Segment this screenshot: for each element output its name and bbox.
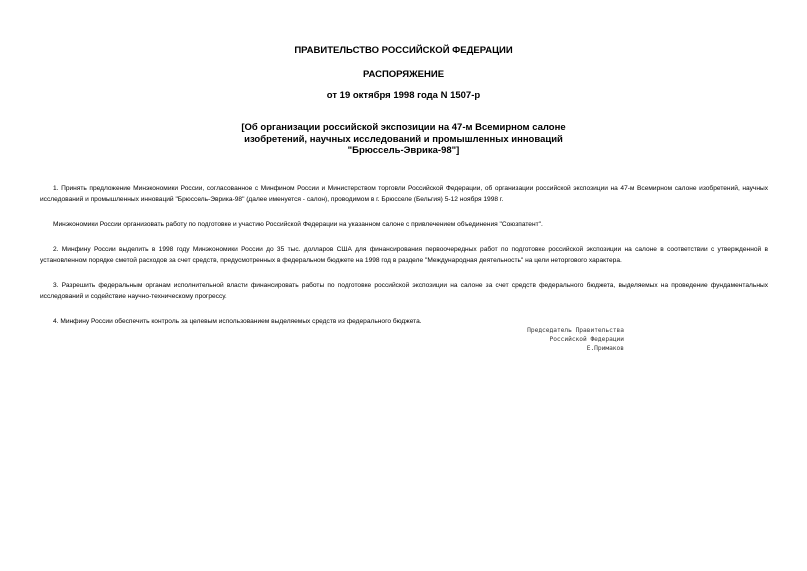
paragraph-1-addendum: Минэкономики России организовать работу по подготовке и участию Российской Федерации на указанном салоне с привлечением объединения "Союзпатент". [53, 221, 543, 228]
document-title [0, 122, 807, 157]
document-date-number: от 19 октября 1998 года N 1507-р [326, 90, 481, 101]
document-type-heading: РАСПОРЯЖЕНИЕ [362, 69, 445, 80]
signature-name: Е.Примаков [586, 344, 624, 352]
signature-block [527, 327, 624, 353]
paragraph-4: 4. Минфину России обеспечить контроль за целевым использованием выделяемых средств из федерального бюджета. [53, 318, 422, 325]
document-title-line: изобретений, научных исследований и промышленных инноваций [244, 133, 563, 145]
signature-position: Председатель Правительства [527, 327, 624, 334]
document-title-line: "Брюссель-Эврика-98"] [347, 145, 460, 156]
paragraph-3: 3. Разрешить федеральным органам исполнительной власти финансировать работы по подготовке российской экспозиции на салоне за счет средств федерального бюджета, выделяемых на проведение фундаментальных исследований и содействие научно-техническому прогрессу. [40, 282, 768, 300]
document-title-line: [Об организации российской экспозиции на 47-м Всемирном салоне [241, 122, 566, 133]
paragraph-1: 1. Принять предложение Минэкономики России, согласованное с Минфином России и Министерством торговли Российской Федерации, об организации российской экспозиции на 47-м Всемирном салоне изобретений, научных исследований и промышленных инноваций "Брюссель-Эврика-98" (далее именуется - салон), проводимом в г. Брюсселе (Бельгия) 5-12 ноября 1998 г. [40, 185, 768, 203]
paragraph-2: 2. Минфину России выделить в 1998 году Минэкономики России до 35 тыс. долларов США для финансирования первоочередных работ по подготовке российской экспозиции на салоне в соответствии с утвержденной в установленном порядке сметой расходов за счет средств, предусмотренных в федеральном бюджете на 1998 год в разделе "Международная деятельность" на цели неторгового характера. [40, 246, 768, 264]
document-body [40, 183, 768, 341]
issuer-heading: ПРАВИТЕЛЬСТВО РОССИЙСКОЙ ФЕДЕРАЦИИ [294, 45, 513, 56]
signature-organization: Российской Федерации [549, 335, 624, 343]
